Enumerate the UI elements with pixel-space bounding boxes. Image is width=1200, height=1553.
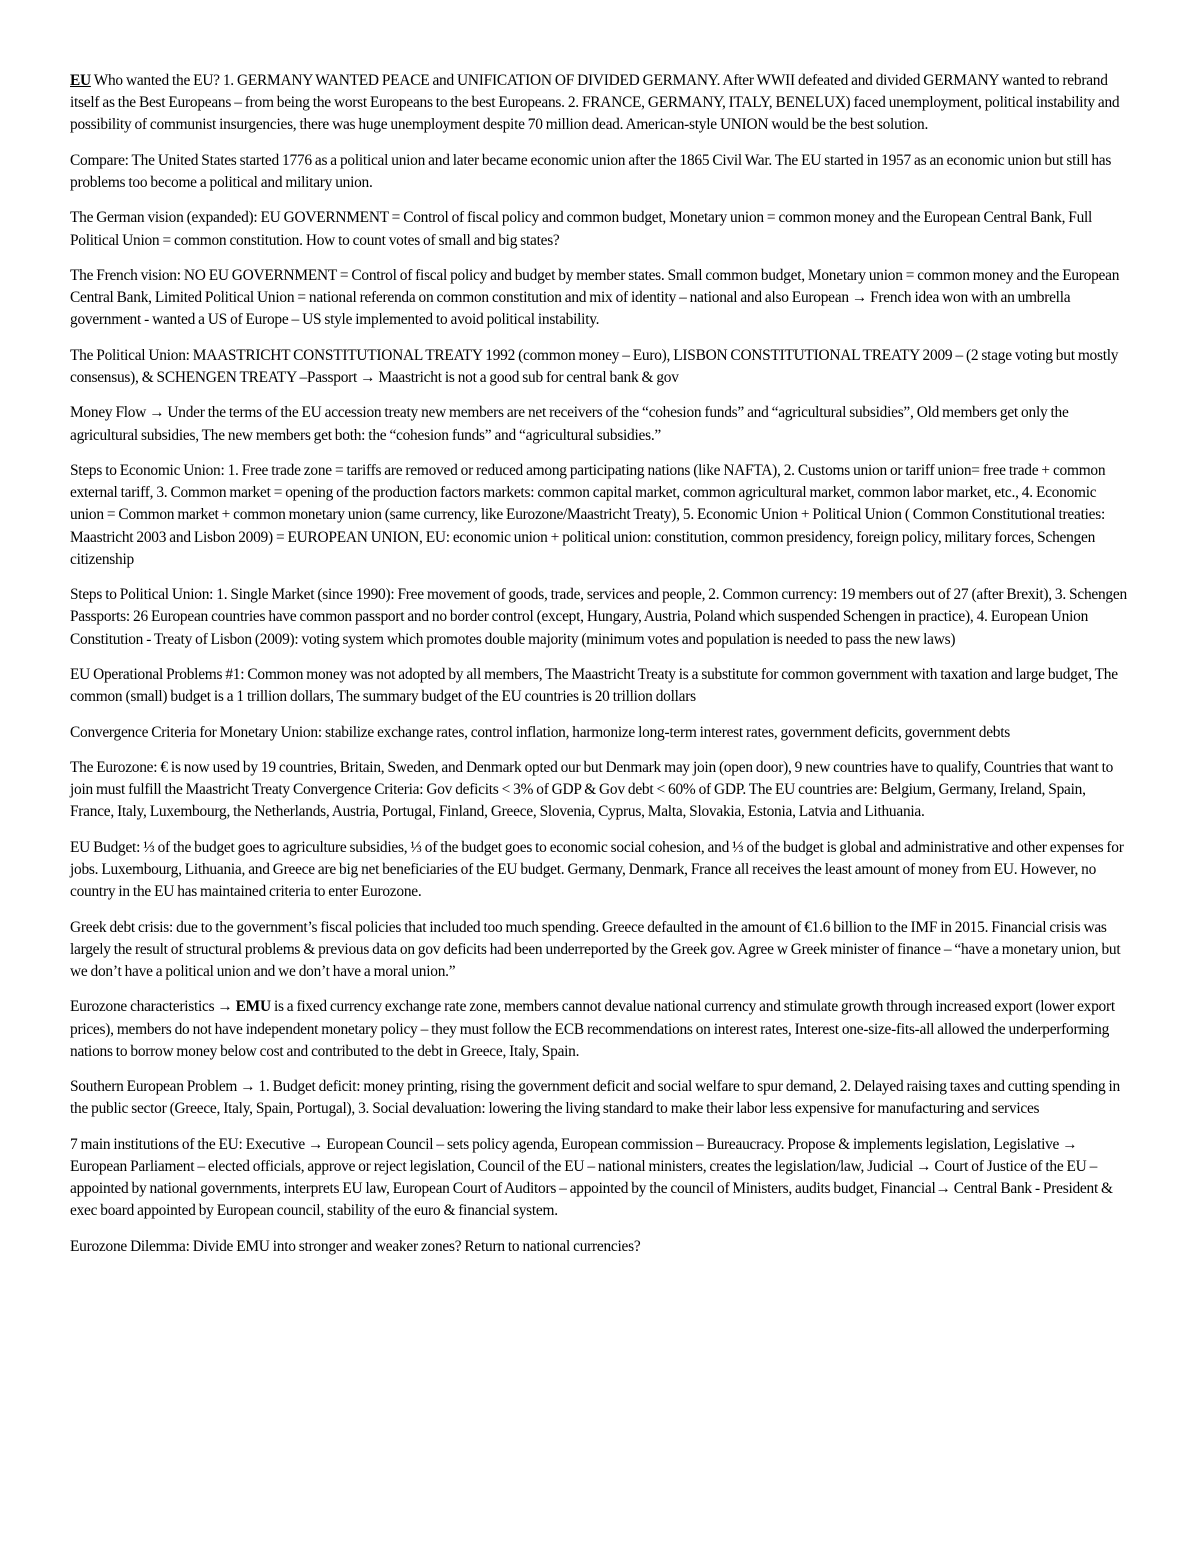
paragraph-prefix: Eurozone characteristics → (70, 998, 236, 1016)
paragraph-greek-debt-crisis: Greek debt crisis: due to the government’s fiscal policies that included too much spending. Greece defaulted in the amount of €1.6 billion to the IMF in 2015. Financial crisis was largely the result of structural problems & previous data on gov deficits had been underreported by the Greek gov. Agree w Greek minister of finance – “have a monetary union, but we don’t have a political union and we don’t have a moral union.” (70, 918, 1121, 980)
emu-term: EMU (235, 998, 271, 1016)
paragraph-text: is a fixed currency exchange rate zone, members cannot devalue national currency and stimulate growth through increased export (lower export prices), members do not have independent monetary policy – they must follow the ECB recommendations on interest rates, Interest one-size-fits-all allowed the underperforming nations to borrow money below cost and contributed to the debt in Greece, Italy, Spain. (70, 998, 1115, 1060)
paragraph-eurozone: The Eurozone: € is now used by 19 countries, Britain, Sweden, and Denmark opted our but Denmark may join (open door), 9 new countries have to qualify, Countries that want to join must fulfill the Maastricht Treaty Convergence Criteria: Gov deficits < 3% of GDP & Gov debt < 60% of GDP. The EU countries are: Belgium, Germany, Ireland, Spain, France, Italy, Luxembourg, the Netherlands, Austria, Portugal, Finland, Greece, Slovenia, Cyprus, Malta, Slovakia, Estonia, Latvia and Lithuania. (70, 758, 1114, 821)
paragraph-steps-economic-union: Steps to Economic Union: 1. Free trade zone = tariffs are removed or reduced among participating nations (like NAFTA), 2. Customs union or tariff union= free trade + common external tariff, 3. Common market = opening of the production factors markets: common capital market, common agricultural market, common labor market, etc., 4. Economic union = Common market + common monetary union (same currency, like Eurozone/Maastricht Treaty), 5. Economic Union + Political Union ( Common Constitutional treaties: Maastricht 2003 and Lisbon 2009) = EUROPEAN UNION, EU: economic union + political union: constitution, common presidency, foreign policy, military forces, Schengen citizenship (70, 461, 1106, 568)
eu-heading: EU (70, 72, 91, 89)
paragraph-southern-european-problem: Southern European Problem → 1. Budget deficit: money printing, rising the government deficit and social welfare to spur demand, 2. Delayed raising taxes and cutting spending in the public sector (Greece, Italy, Spain, Portugal), 3. Social devaluation: lowering the living standard to make their labor less expensive for manufacturing and services (70, 1078, 1121, 1118)
paragraph-main-institutions: 7 main institutions of the EU: Executive → European Council – sets policy agenda, European commission – Bureaucracy. Propose & implements legislation, Legislative → European Parliament – elected officials, approve or reject legislation, Council of the EU – national ministers, creates the legislation/law, Judicial → Court of Justice of the EU –appointed by national governments, interprets EU law, European Court of Auditors – appointed by the council of Ministers, audits budget, Financial→ Central Bank - President & exec board appointed by European council, stability of the euro & financial system. (70, 1135, 1113, 1220)
paragraph-eu-budget: EU Budget: ⅓ of the budget goes to agriculture subsidies, ⅓ of the budget goes to economic social cohesion, and ⅓ of the budget is global and administrative and other expenses for jobs. Luxembourg, Lithuania, and Greece are big net beneficiaries of the EU budget. Germany, Denmark, France all receives the least amount of money from EU. However, no country in the EU has maintained criteria to enter Eurozone. (70, 838, 1124, 901)
paragraph-text: Who wanted the EU? 1. GERMANY WANTED PEACE and UNIFICATION OF DIVIDED GERMANY. After WWII defeated and divided GERMANY wanted to rebrand itself as the Best Europeans – from being the worst Europeans to the best Europeans. 2. FRANCE, GERMANY, ITALY, BENELUX) faced unemployment, political instability and possibility of communist insurgencies, there was huge unemployment despite 70 million dead. American-style UNION would be the best solution. (70, 72, 1120, 134)
paragraph-money-flow: Money Flow → Under the terms of the EU accession treaty new members are net receivers of the “cohesion funds” and “agricultural subsidies”, Old members get only the agricultural subsidies, The new members get both: the “cohesion funds” and “agricultural subsidies.” (70, 404, 1069, 444)
paragraph-steps-political-union: Steps to Political Union: 1. Single Market (since 1990): Free movement of goods, trade, services and people, 2. Common currency: 19 members out of 27 (after Brexit), 3. Schengen Passports: 26 European countries have common passport and no border control (except, Hungary, Austria, Poland which suspended Schengen in practice), 4. European Union Constitution - Treaty of Lisbon (2009): voting system which promotes double majority (minimum votes and population is needed to pass the new laws) (70, 586, 1127, 648)
paragraph-who-wanted-eu (70, 70, 1132, 137)
document-page (70, 70, 1132, 1271)
paragraph-eurozone-characteristics (70, 996, 1132, 1063)
paragraph-german-vision: The German vision (expanded): EU GOVERNMENT = Control of fiscal policy and common budget, Monetary union = common money and the European Central Bank, Full Political Union = common constitution. How to count votes of small and big states? (70, 209, 1093, 249)
paragraph-eurozone-dilemma: Eurozone Dilemma: Divide EMU into stronger and weaker zones? Return to national currencies? (70, 1237, 641, 1255)
paragraph-operational-problems: EU Operational Problems #1: Common money was not adopted by all members, The Maastricht Treaty is a substitute for common government with taxation and large budget, The common (small) budget is a 1 trillion dollars, The summary budget of the EU countries is 20 trillion dollars (70, 665, 1118, 706)
paragraph-french-vision: The French vision: NO EU GOVERNMENT = Control of fiscal policy and budget by member states. Small common budget, Monetary union = common money and the European Central Bank, Limited Political Union = national referenda on common constitution and mix of identity – national and also European → French idea won with an umbrella government - wanted a US of Europe – US style implemented to avoid political instability. (70, 266, 1120, 329)
paragraph-political-union: The Political Union: MAASTRICHT CONSTITUTIONAL TREATY 1992 (common money – Euro), LISBON CONSTITUTIONAL TREATY 2009 – (2 stage voting but mostly consensus), & SCHENGEN TREATY –Passport → Maastricht is not a good sub for central bank & gov (70, 346, 1119, 386)
paragraph-convergence-criteria: Convergence Criteria for Monetary Union: stabilize exchange rates, control inflation, harmonize long-term interest rates, government deficits, government debts (70, 723, 1010, 741)
paragraph-compare: Compare: The United States started 1776 as a political union and later became economic union after the 1865 Civil War. The EU started in 1957 as an economic union but still has problems too become a political and military union. (70, 151, 1112, 191)
